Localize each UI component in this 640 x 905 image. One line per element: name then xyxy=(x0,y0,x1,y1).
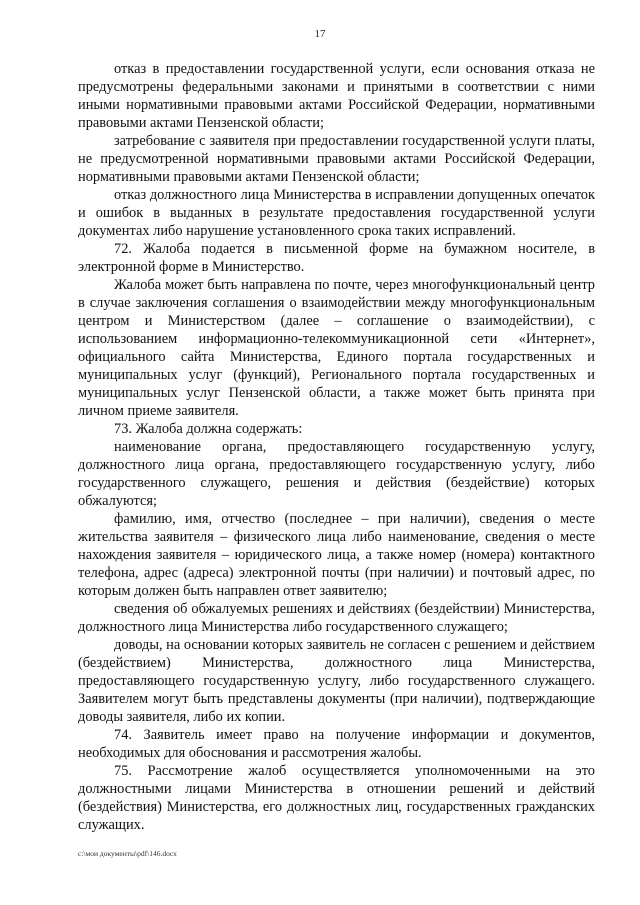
paragraph-74: 74. Заявитель имеет право на получение информации и документов, необходимых для обоснования и рассмотрения жалобы. xyxy=(78,727,595,761)
paragraph-appealed-decisions: сведения об обжалуемых решениях и действиях (бездействии) Министерства, должностного лица Министерства либо государственного служащего; xyxy=(78,601,595,635)
paragraph-organ-name: наименование органа, предоставляющего государственную услугу, должностного лица органа, предоставляющего государственную услугу, либо государственного служащего, решения и действия (бездействие) которых обжалуются; xyxy=(78,439,595,509)
page-number: 17 xyxy=(314,28,326,40)
paragraph-applicant-details: фамилию, имя, отчество (последнее – при наличии), сведения о месте жительства заявителя – физического лица либо наименование, сведения о месте нахождения заявителя – юридического лица, а также номер (номера) контактного телефона, адрес (адреса) электронной почты (при наличии) и почтовый адрес, по которым должен быть направлен ответ заявителю; xyxy=(78,511,595,599)
document-body xyxy=(78,60,595,834)
paragraph-fee-demand: затребование с заявителя при предоставлении государственной услуги платы, не предусмотренной нормативными правовыми актами Российской Федерации, нормативными правовыми актами Пензенской области; xyxy=(78,133,595,185)
paragraph-75: 75. Рассмотрение жалоб осуществляется уполномоченными на это должностными лицами Министерства в отношении решений и действий (бездействия) Министерства, его должностных лиц, государственных гражданских служащих. xyxy=(78,763,595,833)
paragraph-refusal-corrections: отказ должностного лица Министерства в исправлении допущенных опечаток и ошибок в выданных в результате предоставления государственной услуги документах либо нарушение установленного срока таких исправлений. xyxy=(78,187,595,239)
paragraph-complaint-channels: Жалоба может быть направлена по почте, через многофункциональный центр в случае заключения соглашения о взаимодействии между многофункциональным центром и Министерством (далее – соглашение о взаимодействии), с использованием информационно-телекоммуникационной сети «Интернет», официального сайта Министерства, Единого портала государственных и муниципальных услуг (функций), Регионального портала государственных и муниципальных услуг Пензенской области, а также может быть принята при личном приеме заявителя. xyxy=(78,277,595,419)
footer-file-path: c:\мои документы\pdf\146.docx xyxy=(78,849,177,858)
paragraph-72: 72. Жалоба подается в письменной форме на бумажном носителе, в электронной форме в Министерство. xyxy=(78,241,595,275)
paragraph-73: 73. Жалоба должна содержать: xyxy=(114,421,303,437)
paragraph-arguments: доводы, на основании которых заявитель не согласен с решением и действием (бездействием) Министерства, должностного лица Министерства, предоставляющего государственную услугу, либо государственного служащего. Заявителем могут быть представлены документы (при наличии), подтверждающие доводы заявителя, либо их копии. xyxy=(78,637,595,725)
paragraph-refusal-service: отказ в предоставлении государственной услуги, если основания отказа не предусмотрены федеральными законами и принятыми в соответствии с ними иными нормативными правовыми актами Российской Федерации, нормативными правовыми актами Пензенской области; xyxy=(78,61,595,131)
